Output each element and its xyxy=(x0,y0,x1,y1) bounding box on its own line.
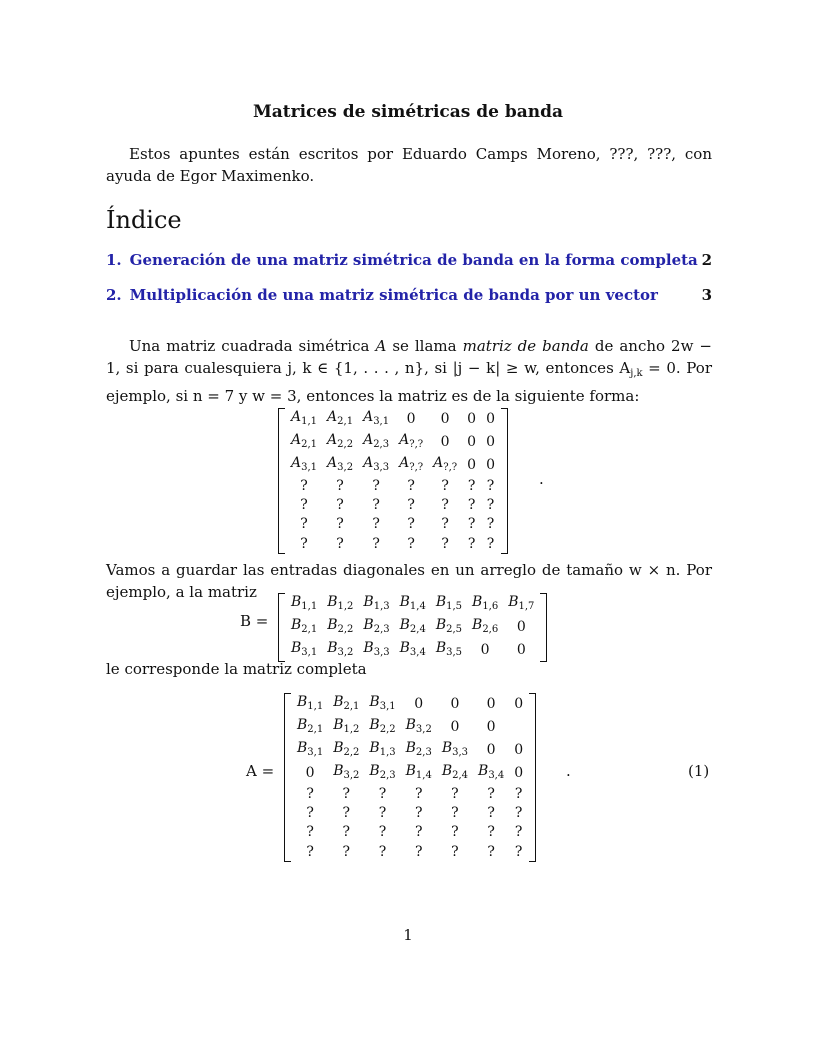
matrix-entry: ? xyxy=(407,516,415,533)
matrix-entry: ? xyxy=(372,497,380,514)
matrix-row xyxy=(286,515,500,534)
matrix-row xyxy=(292,739,528,762)
matrix-entry: $B_{3,1}$ xyxy=(291,640,318,658)
matrix-entry: $B_{3,5}$ xyxy=(435,640,463,658)
matrix-entry: $B_{3,3}$ xyxy=(441,740,469,758)
matrix-entry: $A_{?,?}$ xyxy=(433,455,458,473)
matrix-entry: $B_{1,2}$ xyxy=(333,717,360,735)
matrix-entry: 0 xyxy=(305,765,315,781)
matrix-entry: $B_{2,1}$ xyxy=(291,617,318,635)
matrix-entry: $B_{1,7}$ xyxy=(508,594,535,612)
matrix-entry: $A_{2,3}$ xyxy=(363,432,390,450)
matrix-row xyxy=(292,716,528,739)
left-bracket xyxy=(278,408,285,554)
matrix-row xyxy=(292,785,528,804)
matrix-entry: $B_{3,1}$ xyxy=(297,740,324,758)
index-heading: Índice xyxy=(106,206,182,234)
matrix-entry: 0 xyxy=(480,642,490,658)
matrix-entry: ? xyxy=(441,478,449,495)
matrix-entry: ? xyxy=(414,805,423,822)
matrix-table xyxy=(286,593,539,662)
matrix-entry: ? xyxy=(372,478,380,495)
band-matrix-example xyxy=(286,408,500,554)
matrix-row xyxy=(286,431,500,454)
right-bracket xyxy=(540,593,547,662)
matrix-entry: ? xyxy=(486,535,495,552)
matrix-entry: $B_{2,3}$ xyxy=(363,617,390,635)
matrix-entry: $A_{3,3}$ xyxy=(363,455,390,473)
matrix-row xyxy=(292,804,528,823)
matrix-entry: ? xyxy=(342,843,351,860)
matrix-entry: 0 xyxy=(516,642,526,658)
matrix-entry: $B_{3,2}$ xyxy=(405,717,432,735)
matrix-row xyxy=(292,693,528,716)
text-run: se llama xyxy=(386,337,463,355)
matrix-entry: ? xyxy=(306,843,314,860)
matrix-entry: $B_{1,2}$ xyxy=(327,594,354,612)
matrix-entry: ? xyxy=(378,786,387,803)
matrix-entry: $B_{3,2}$ xyxy=(333,763,360,781)
matrix-entry: $A_{?,?}$ xyxy=(399,455,424,473)
matrix-entry: 0 xyxy=(486,434,495,450)
matrix-entry: ? xyxy=(306,805,314,822)
matrix-entry: 0 xyxy=(440,434,450,450)
matrix-row xyxy=(286,454,500,477)
math-symbol: A xyxy=(375,337,387,355)
matrix-entry: 0 xyxy=(450,719,460,735)
matrix-entry: $B_{3,3}$ xyxy=(363,640,390,658)
equation-number: (1) xyxy=(688,762,710,780)
matrix-entry: ? xyxy=(451,824,459,841)
matrix-entry: ? xyxy=(300,478,308,495)
matrix-entry: $B_{2,2}$ xyxy=(369,717,396,735)
matrix-table xyxy=(292,693,528,862)
matrix-entry: ? xyxy=(342,786,351,803)
matrix-entry: ? xyxy=(378,805,387,822)
storage-paragraph: Vamos a guardar las entradas diagonales en un arreglo de tamaño w × n. Por ejemplo, a la matriz xyxy=(106,561,712,601)
matrix-entry: $A_{3,1}$ xyxy=(291,455,318,473)
matrix-entry: 0 xyxy=(486,742,496,758)
matrix-entry: $B_{1,3}$ xyxy=(363,594,390,612)
matrix-entry: ? xyxy=(300,516,308,533)
matrix-entry: ? xyxy=(300,535,308,552)
matrix-entry: ? xyxy=(487,824,495,841)
matrix-a-label: A = xyxy=(246,762,275,780)
matrix-entry: ? xyxy=(514,786,523,803)
matrix-entry: ? xyxy=(451,805,459,822)
matrix-entry: 0 xyxy=(406,411,416,427)
page-title: Matrices de simétricas de banda xyxy=(252,102,564,122)
matrix-entry: ? xyxy=(487,805,495,822)
matrix-entry: ? xyxy=(441,497,449,514)
matrix-entry: ? xyxy=(378,843,387,860)
matrix-entry: ? xyxy=(486,516,495,533)
matrix-entry: ? xyxy=(467,516,476,533)
matrix-entry: $A_{2,1}$ xyxy=(327,409,354,427)
matrix-entry: ? xyxy=(414,824,423,841)
full-matrix-a xyxy=(292,693,528,862)
toc-entry-2[interactable] xyxy=(106,286,712,304)
matrix-entry: $B_{1,3}$ xyxy=(369,740,396,758)
text-run: = 0. Por ejemplo, si n = 7 y w = 3, entonces la matriz es de la siguiente forma: xyxy=(106,359,712,405)
matrix-row xyxy=(286,535,500,554)
matrix-entry: $B_{3,4}$ xyxy=(478,763,505,781)
matrix-entry: ? xyxy=(342,805,351,822)
matrix-entry: 0 xyxy=(440,411,450,427)
matrix-period: . xyxy=(539,470,544,488)
matrix-entry: 0 xyxy=(467,457,477,473)
matrix-entry: ? xyxy=(451,843,459,860)
matrix-entry: $A_{3,2}$ xyxy=(327,455,354,473)
toc-entry-number: 1. xyxy=(106,251,122,269)
intro-paragraph: Estos apuntes están escritos por Eduardo Camps Moreno, ???, ???, con ayuda de Egor Maximenko. xyxy=(106,145,712,185)
matrix-entry: ? xyxy=(407,497,415,514)
matrix-entry: ? xyxy=(451,786,459,803)
matrix-entry: 0 xyxy=(467,411,477,427)
matrix-entry: $B_{2,4}$ xyxy=(441,763,469,781)
matrix-b-label: B = xyxy=(240,612,269,630)
matrix-entry: ? xyxy=(336,497,344,514)
matrix-entry: $A_{2,2}$ xyxy=(327,432,354,450)
matrix-entry: ? xyxy=(514,805,523,822)
matrix-entry: $B_{2,2}$ xyxy=(327,617,354,635)
matrix-row xyxy=(286,408,500,431)
matrix-entry: ? xyxy=(441,516,449,533)
matrix-entry: ? xyxy=(372,535,380,552)
matrix-table xyxy=(286,408,500,554)
compact-matrix-b xyxy=(286,593,539,662)
matrix-entry: 0 xyxy=(516,619,526,635)
matrix-row xyxy=(286,496,500,515)
matrix-entry: ? xyxy=(514,824,523,841)
matrix-row xyxy=(286,477,500,496)
matrix-entry: ? xyxy=(300,497,308,514)
matrix-entry: 0 xyxy=(514,765,524,781)
matrix-entry: ? xyxy=(414,786,423,803)
matrix-entry: ? xyxy=(372,516,380,533)
matrix-row xyxy=(286,616,539,639)
matrix-row xyxy=(292,843,528,862)
matrix-entry: $B_{2,3}$ xyxy=(369,763,396,781)
right-bracket xyxy=(501,408,508,554)
matrix-entry: $B_{3,1}$ xyxy=(369,694,396,712)
toc-entry-1[interactable] xyxy=(106,251,712,269)
matrix-entry: $B_{2,4}$ xyxy=(399,617,426,635)
matrix-entry: $A_{2,1}$ xyxy=(291,432,318,450)
matrix-entry: ? xyxy=(306,786,314,803)
right-bracket xyxy=(529,693,536,862)
matrix-entry: $A_{1,1}$ xyxy=(291,409,318,427)
matrix-entry: ? xyxy=(467,478,476,495)
matrix-entry: ? xyxy=(414,843,423,860)
matrix-entry: ? xyxy=(514,843,523,860)
matrix-entry: 0 xyxy=(486,719,496,735)
matrix-entry: ? xyxy=(342,824,351,841)
matrix-entry: ? xyxy=(336,478,344,495)
correspondence-paragraph: le corresponde la matriz completa xyxy=(106,660,367,678)
matrix-entry: 0 xyxy=(414,696,424,712)
page-number: 1 xyxy=(403,926,413,944)
matrix-entry: 0 xyxy=(467,434,477,450)
toc-entry-text: Generación de una matriz simétrica de banda en la forma completa xyxy=(129,251,698,269)
matrix-entry: $B_{1,4}$ xyxy=(399,594,426,612)
matrix-entry: ? xyxy=(486,478,495,495)
matrix-period: . xyxy=(566,762,571,780)
matrix-entry: ? xyxy=(336,516,344,533)
matrix-row xyxy=(292,762,528,785)
left-bracket xyxy=(284,693,291,862)
matrix-entry: $B_{2,1}$ xyxy=(297,717,324,735)
matrix-entry: $B_{1,4}$ xyxy=(405,763,432,781)
text-run: de ancho 2w − 1, si para cualesquiera j, k ∈ {1, . . . , n}, si |j − k| ≥ w, entonces A xyxy=(106,337,712,377)
matrix-entry: ? xyxy=(407,478,415,495)
matrix-entry: 0 xyxy=(514,696,524,712)
matrix-entry: $B_{2,5}$ xyxy=(435,617,463,635)
matrix-entry: ? xyxy=(336,535,344,552)
matrix-entry: ? xyxy=(407,535,415,552)
toc-entry-page: 2 xyxy=(701,251,712,269)
matrix-entry: 0 xyxy=(486,696,496,712)
matrix-entry: $B_{2,6}$ xyxy=(472,617,499,635)
matrix-entry: 0 xyxy=(486,411,495,427)
matrix-row xyxy=(286,593,539,616)
matrix-entry: 0 xyxy=(514,742,524,758)
matrix-entry: 0 xyxy=(450,696,460,712)
matrix-entry xyxy=(509,716,528,739)
matrix-entry: $B_{2,1}$ xyxy=(333,694,360,712)
toc-entry-number: 2. xyxy=(106,286,122,304)
matrix-entry: ? xyxy=(378,824,387,841)
subscript: j,k xyxy=(630,368,643,379)
matrix-entry: ? xyxy=(306,824,314,841)
matrix-entry: ? xyxy=(441,535,449,552)
matrix-entry: $B_{3,4}$ xyxy=(399,640,426,658)
emphasis: matriz de banda xyxy=(462,337,589,355)
matrix-entry: ? xyxy=(486,497,495,514)
matrix-entry: $B_{3,2}$ xyxy=(327,640,354,658)
matrix-entry: $B_{1,5}$ xyxy=(435,594,463,612)
matrix-row xyxy=(292,823,528,842)
matrix-entry: 0 xyxy=(486,457,495,473)
matrix-entry: $B_{1,1}$ xyxy=(291,594,318,612)
toc-entry-text: Multiplicación de una matriz simétrica de banda por un vector xyxy=(129,286,658,304)
text-run: Una matriz cuadrada simétrica xyxy=(129,337,376,355)
matrix-entry: $B_{2,2}$ xyxy=(333,740,360,758)
definition-paragraph xyxy=(106,335,712,407)
matrix-entry: $A_{?,?}$ xyxy=(399,432,424,450)
matrix-entry: ? xyxy=(487,843,495,860)
matrix-entry: $B_{2,3}$ xyxy=(405,740,432,758)
matrix-entry: ? xyxy=(467,497,476,514)
matrix-entry: $A_{3,1}$ xyxy=(363,409,390,427)
toc-entry-page: 3 xyxy=(701,286,712,304)
matrix-entry: $B_{1,1}$ xyxy=(297,694,324,712)
left-bracket xyxy=(278,593,285,662)
matrix-entry: ? xyxy=(467,535,476,552)
matrix-entry: ? xyxy=(487,786,495,803)
matrix-entry: $B_{1,6}$ xyxy=(472,594,499,612)
